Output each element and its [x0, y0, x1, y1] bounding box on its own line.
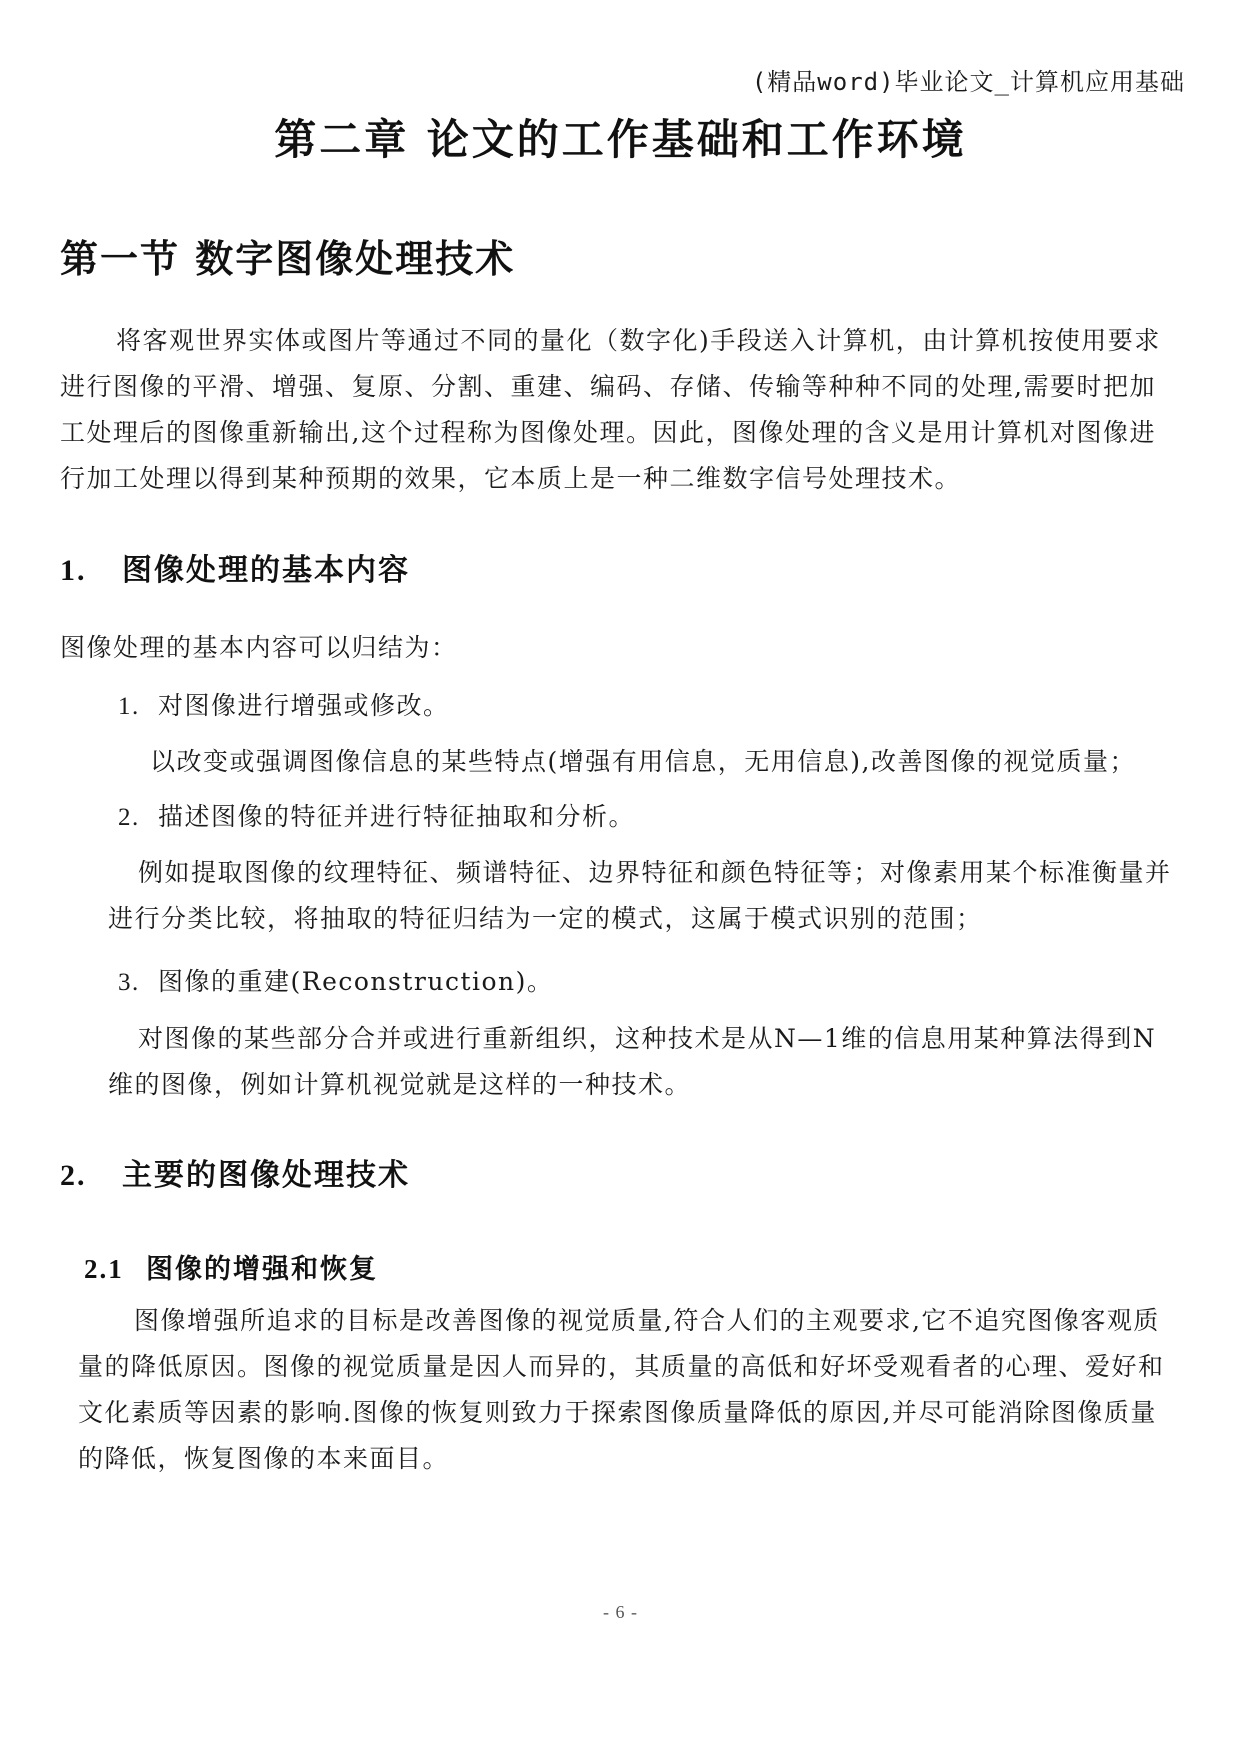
- subheading-enhancement-restoration: [84, 1247, 378, 1286]
- enhancement-paragraph: 图像增强所追求的目标是改善图像的视觉质量,符合人们的主观要求,它不追究图像客观质量的降低原因。图像的视觉质量是因人而异的，其质量的高低和好坏受观看者的心理、爱好和文化素质等因素的影响.图像的恢复则致力于探索图像质量降低的原因,并尽可能消除图像质量的降低，恢复图像的本来面目。: [78, 1306, 1165, 1473]
- heading-text: 主要的图像处理技术: [122, 1158, 410, 1193]
- section-title: 第一节 数字图像处理技术: [60, 237, 516, 281]
- page-number: - 6 -: [603, 1602, 638, 1622]
- running-header: (精品word)毕业论文_计算机应用基础: [751, 68, 1185, 96]
- list-item: [118, 686, 450, 722]
- basic-content-lead: 图像处理的基本内容可以归结为：: [60, 633, 458, 662]
- list-item-number: 3.: [118, 969, 140, 996]
- subheading-number: 2.1: [84, 1254, 124, 1284]
- heading-main-techniques: [60, 1150, 410, 1194]
- heading-text: 图像处理的基本内容: [122, 553, 410, 588]
- heading-number: 1.: [60, 554, 87, 587]
- list-item-text: 描述图像的特征并进行特征抽取和分析。: [158, 802, 636, 831]
- list-item: [118, 797, 635, 833]
- list-item-detail: 例如提取图像的纹理特征、频谱特征、边界特征和颜色特征等；对像素用某个标准衡量并进行分类比较，将抽取的特征归结为一定的模式，这属于模式识别的范围；: [108, 858, 1172, 933]
- heading-number: 2.: [60, 1159, 87, 1192]
- list-item-detail: 对图像的某些部分合并或进行重新组织，这种技术是从N—1维的信息用某种算法得到N维的图像，例如计算机视觉就是这样的一种技术。: [108, 1024, 1157, 1099]
- list-item-number: 2.: [118, 804, 140, 831]
- chapter-title: 第二章 论文的工作基础和工作环境: [274, 115, 967, 164]
- list-item-text: 对图像进行增强或修改。: [158, 691, 450, 720]
- subheading-text: 图像的增强和恢复: [146, 1254, 378, 1285]
- list-item-text: 图像的重建(Reconstruction)。: [158, 967, 554, 996]
- list-item-detail: 以改变或强调图像信息的某些特点(增强有用信息，无用信息),改善图像的视觉质量；: [150, 747, 1136, 776]
- section-intro-paragraph: 将客观世界实体或图片等通过不同的量化（数字化)手段送入计算机，由计算机按使用要求进行图像的平滑、增强、复原、分割、重建、编码、存储、传输等种种不同的处理,需要时把加工处理后的图像重新输出,这个过程称为图像处理。因此，图像处理的含义是用计算机对图像进行加工处理以得到某种预期的效果，它本质上是一种二维数字信号处理技术。: [60, 326, 1161, 493]
- heading-basic-content: [60, 545, 410, 589]
- list-item-number: 1.: [118, 693, 140, 720]
- list-item: [118, 962, 553, 998]
